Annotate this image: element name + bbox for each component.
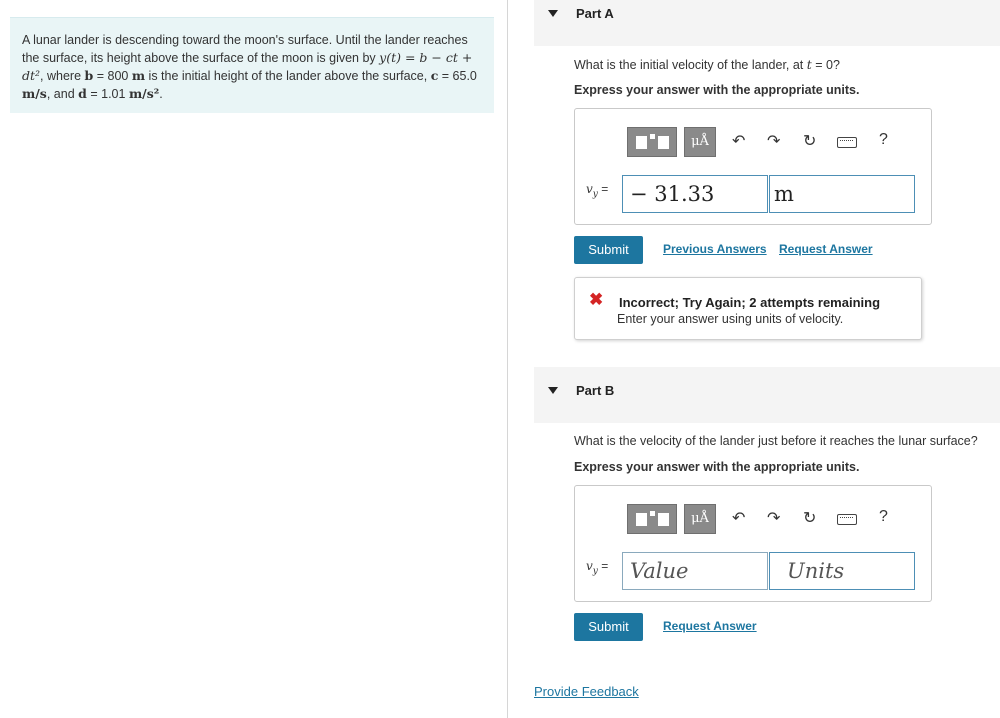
feedback-message: Enter your answer using units of velocity. bbox=[617, 312, 844, 326]
part-a-question-var: t bbox=[806, 57, 812, 72]
part-a-answer-box bbox=[574, 108, 932, 225]
part-a-question-suffix: = 0? bbox=[811, 58, 840, 72]
part-b-value-input[interactable]: Value bbox=[622, 552, 768, 590]
error-x-icon: ✖ bbox=[589, 290, 604, 309]
previous-answers-link[interactable]: Previous Answers bbox=[663, 242, 767, 256]
feedback-title: Incorrect; Try Again; 2 attempts remaining bbox=[619, 295, 881, 310]
help-icon[interactable]: ? bbox=[879, 508, 888, 525]
d-symbol: d bbox=[78, 86, 87, 101]
template-square-icon bbox=[658, 513, 669, 526]
template-small-square-icon bbox=[650, 511, 655, 516]
reset-icon[interactable]: ↻ bbox=[803, 510, 817, 527]
part-a-value-input[interactable]: − 31.33 bbox=[622, 175, 768, 213]
keyboard-icon[interactable] bbox=[837, 514, 857, 525]
c-unit: m/s bbox=[22, 86, 47, 101]
problem-statement bbox=[10, 17, 494, 113]
b-symbol: b bbox=[84, 68, 94, 83]
b-unit: m bbox=[131, 68, 146, 83]
help-icon[interactable]: ? bbox=[879, 131, 888, 148]
c-value: = 65.0 bbox=[438, 69, 477, 83]
units-symbol-button[interactable]: μÅ bbox=[684, 127, 716, 157]
d-unit: m/s² bbox=[128, 86, 160, 101]
d-value: = 1.01 bbox=[86, 87, 129, 101]
part-a-header[interactable] bbox=[534, 0, 1000, 46]
keyboard-icon[interactable] bbox=[837, 137, 857, 148]
provide-feedback-link[interactable]: Provide Feedback bbox=[534, 684, 639, 699]
part-a-instruction: Express your answer with the appropriate units. bbox=[574, 83, 860, 97]
caret-down-icon[interactable] bbox=[548, 387, 558, 394]
part-b-toolbar bbox=[627, 504, 907, 534]
redo-icon[interactable]: ↷ bbox=[767, 133, 781, 150]
c-symbol: c bbox=[430, 68, 439, 83]
part-b-instruction: Express your answer with the appropriate units. bbox=[574, 460, 860, 474]
template-square-icon bbox=[636, 513, 647, 526]
problem-text bbox=[22, 32, 482, 103]
reset-icon[interactable]: ↻ bbox=[803, 133, 817, 150]
part-b-submit-button[interactable]: Submit bbox=[574, 613, 643, 641]
undo-icon[interactable]: ↶ bbox=[732, 510, 746, 527]
problem-text-4: , and bbox=[46, 87, 79, 101]
part-b-var-label: $v_y$ = bbox=[586, 559, 609, 577]
part-b-header[interactable] bbox=[534, 367, 1000, 423]
part-a-units-input[interactable]: m bbox=[769, 175, 915, 213]
units-symbol-button[interactable]: μÅ bbox=[684, 504, 716, 534]
part-b-title: Part B bbox=[576, 383, 615, 398]
part-a-question-prefix: What is the initial velocity of the lander, at bbox=[574, 58, 807, 72]
redo-icon[interactable]: ↷ bbox=[767, 510, 781, 527]
column-divider bbox=[507, 0, 508, 718]
templates-button[interactable] bbox=[627, 127, 677, 157]
part-a-var-label: $v_y$ = bbox=[586, 182, 609, 200]
part-a-question bbox=[574, 57, 840, 72]
height-equation: y(t) = b − ct + dt² bbox=[22, 50, 473, 83]
part-b-answer-box bbox=[574, 485, 932, 602]
problem-text-2: , where bbox=[40, 69, 85, 83]
part-a-title: Part A bbox=[576, 6, 614, 21]
template-small-square-icon bbox=[650, 134, 655, 139]
feedback-box bbox=[574, 277, 922, 340]
part-a-request-answer-link[interactable]: Request Answer bbox=[779, 242, 873, 256]
part-a-submit-button[interactable]: Submit bbox=[574, 236, 643, 264]
problem-text-3: is the initial height of the lander above the surface, bbox=[145, 69, 431, 83]
problem-text-1: A lunar lander is descending toward the moon's surface. Until the lander reaches the surface, its height above the surface of the moon is given by bbox=[22, 33, 468, 65]
template-square-icon bbox=[658, 136, 669, 149]
template-square-icon bbox=[636, 136, 647, 149]
templates-button[interactable] bbox=[627, 504, 677, 534]
b-value: = 800 bbox=[93, 69, 132, 83]
part-b-units-input[interactable]: Units bbox=[769, 552, 915, 590]
part-b-question: What is the velocity of the lander just before it reaches the lunar surface? bbox=[574, 434, 978, 448]
part-b-request-answer-link[interactable]: Request Answer bbox=[663, 619, 757, 633]
part-a-toolbar bbox=[627, 127, 907, 157]
problem-text-5: . bbox=[159, 87, 163, 101]
caret-down-icon[interactable] bbox=[548, 10, 558, 17]
undo-icon[interactable]: ↶ bbox=[732, 133, 746, 150]
